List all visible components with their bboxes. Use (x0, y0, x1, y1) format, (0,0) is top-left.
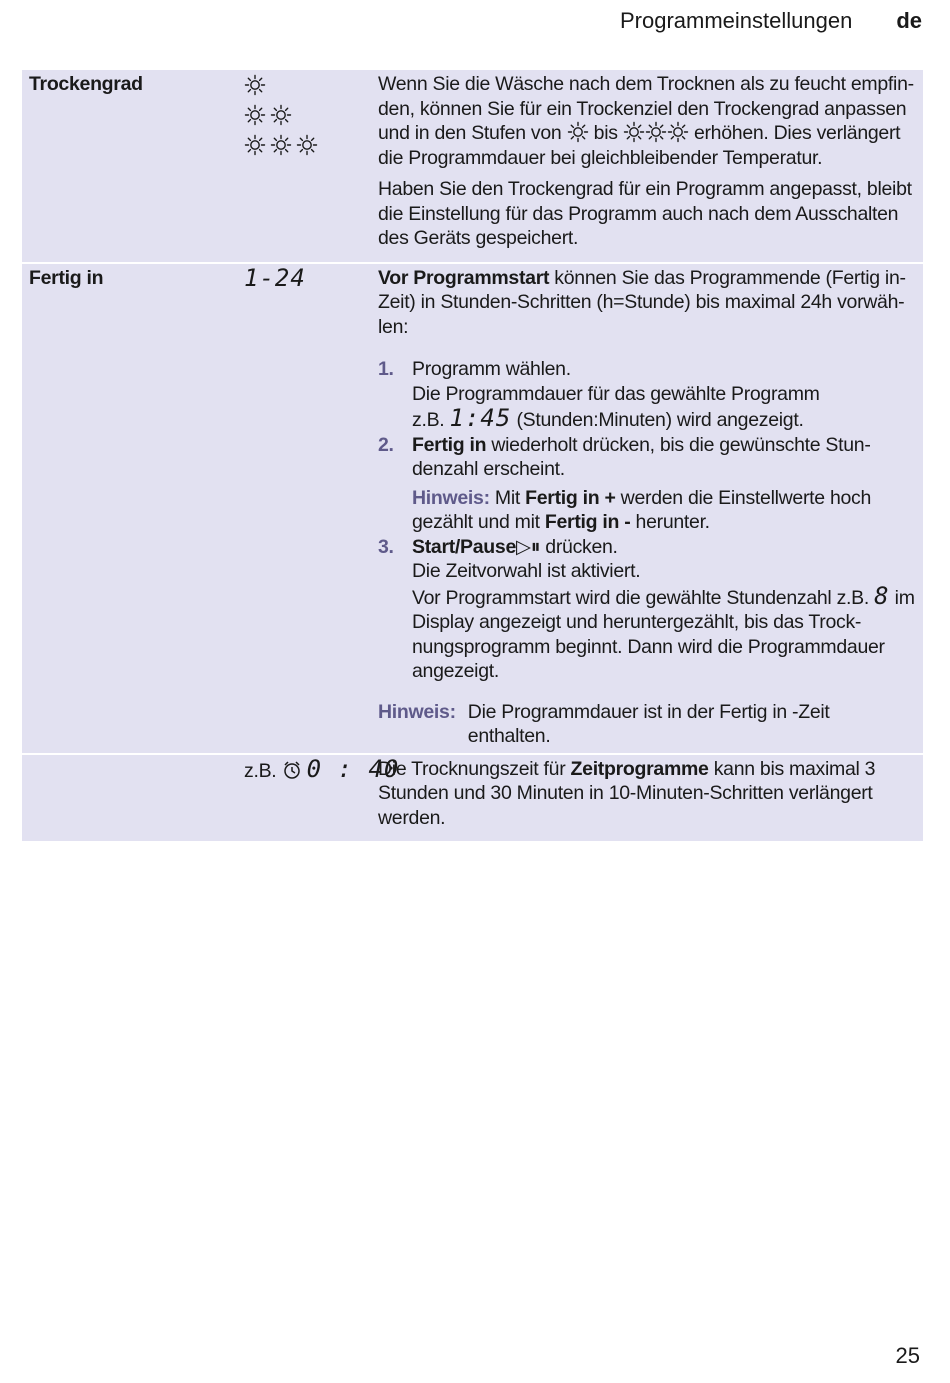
sun-icon (244, 74, 266, 96)
list-item: 2. Fertig in wiederholt drücken, bis die gewünschte Stun-denzahl erscheint. Hinweis: Mit Fertig in + werden die Einstellwerte hoch gezählt und mit Fertig in - herunter. (378, 433, 915, 535)
row-label: Trockengrad (29, 73, 143, 95)
description-paragraph: Vor Programmstart können Sie das Programmende (Fertig in-Zeit) in Stunden-Schritten (h=Stunde) bis maximal 24h vorwäh-len: (378, 266, 906, 338)
sun-icon (623, 121, 645, 143)
settings-table (22, 70, 923, 843)
description-paragraph: Die Trocknungszeit für Zeitprogramme kann bis maximal 3 Stunden und 30 Minuten in 10-Minuten-Schritten verlängert werden. (378, 757, 876, 829)
alarm-clock-icon (282, 760, 302, 780)
segment-display: 8 (874, 581, 890, 610)
segment-display: 1:45 (449, 404, 512, 432)
table-row-zeitprogramm (22, 755, 923, 844)
list-item: 1. Programm wählen. Die Programmdauer für das gewählte Programm z.B. 1:45 (Stunden:Minuten) wird angezeigt. (378, 358, 820, 432)
sun-icon (567, 121, 589, 143)
table-row-trockengrad (22, 70, 923, 264)
list-item: 3. Start/Pause▷⏸ drücken. Die Zeitvorwahl ist aktiviert. Vor Programmstart wird die gewählte Stundenzahl z.B. 8 im Display angezeigt und heruntergezählt, bis das Trock-nungsprogramm beginnt. Dann wird die Programmdauer angezeigt. (378, 535, 915, 682)
row-label: Fertig in (29, 266, 104, 289)
row-description (378, 264, 923, 753)
hint-note: Hinweis: Mit Fertig in + werden die Einstellwerte hoch gezählt und mit Fertig in - herunter. (412, 486, 872, 533)
description-paragraph: Wenn Sie die Wäsche nach dem Trocknen als zu feucht empfin-den, können Sie für ein Trockenziel den Trockengrad anpassen und in den Stufen von bis erhöhen. Dies verlängert die Programmdauer bei gleichbleibender Temperatur. (378, 73, 914, 169)
sun-icon (296, 134, 318, 156)
hint-note: Hinweis: Die Programmdauer ist in der Fertig in -Zeit enthalten. (378, 700, 830, 747)
row-description (378, 70, 923, 262)
dryness-level-icons (238, 70, 378, 262)
page-number: 25 (895, 1343, 920, 1368)
sun-icon (244, 134, 266, 156)
row-description (378, 755, 923, 842)
sun-icon (667, 121, 689, 143)
sun-icon (244, 104, 266, 126)
start-pause-icon: ▷⏸ (516, 535, 541, 558)
page-header (620, 8, 922, 34)
sun-icon (270, 134, 292, 156)
segment-display: 1-24 (244, 263, 306, 292)
table-row-fertig-in (22, 264, 923, 755)
row-label (22, 755, 238, 842)
sun-icon (270, 104, 292, 126)
language-code: de (896, 8, 922, 33)
sun-icon (645, 121, 667, 143)
segment-display: 0 : 40 (306, 754, 400, 783)
display-value (238, 264, 378, 753)
display-value: z.B. 0 : 40 (244, 754, 400, 783)
header-title: Programmeinstellungen (619, 8, 853, 33)
description-paragraph: Haben Sie den Trockengrad für ein Programm angepasst, bleibt die Einstellung für das Programm auch nach dem Ausschalten des Geräts gespeichert. (378, 178, 912, 249)
steps-list (378, 357, 915, 684)
